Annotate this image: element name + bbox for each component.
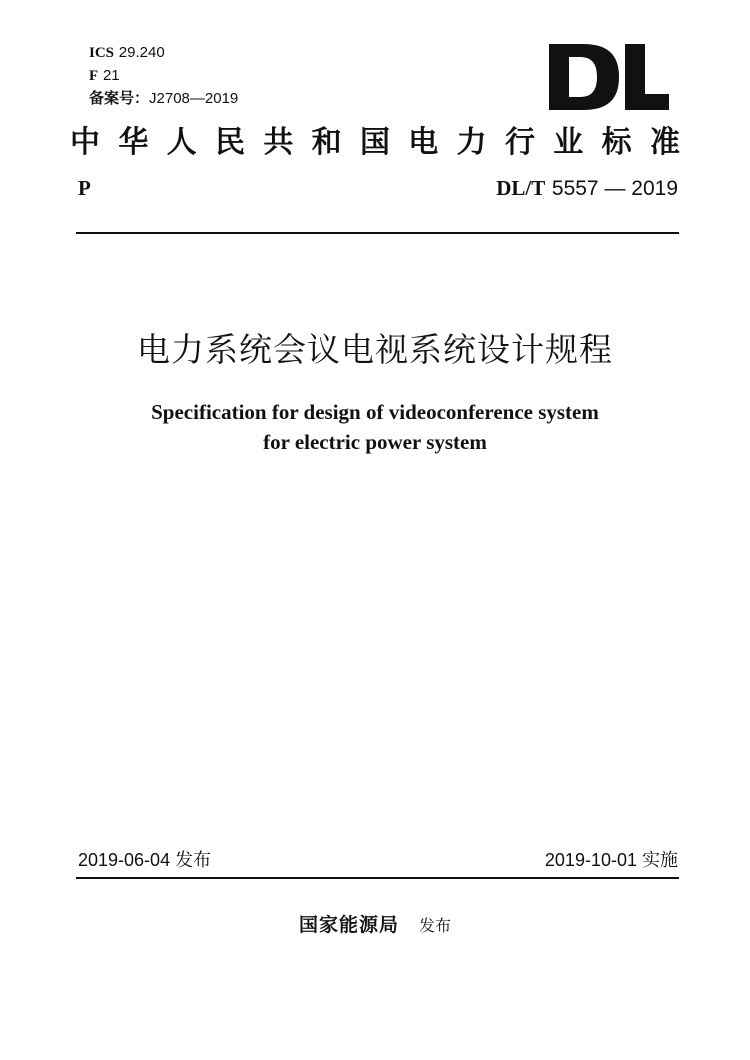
implementation-date bbox=[545, 848, 678, 873]
national-standard-char: 民 bbox=[214, 125, 245, 160]
national-standard-char: 行 bbox=[504, 125, 535, 160]
national-standard-char: 华 bbox=[118, 125, 149, 160]
implementation-date-label: 实施 bbox=[642, 850, 678, 871]
filing-label: 备案号： bbox=[89, 89, 150, 107]
national-standard-char: 准 bbox=[649, 125, 680, 160]
top-divider bbox=[76, 232, 679, 234]
national-standard-char: 标 bbox=[601, 125, 632, 160]
issue-date bbox=[78, 848, 211, 873]
national-standard-char: 力 bbox=[456, 125, 487, 160]
standard-number-value: 5557 — 2019 bbox=[551, 177, 678, 200]
logo-letter-d bbox=[549, 44, 619, 110]
issuer-organization: 国家能源局 bbox=[298, 914, 399, 936]
bottom-divider bbox=[76, 877, 679, 879]
ics-code bbox=[89, 43, 165, 62]
national-standard-char: 国 bbox=[359, 125, 390, 160]
title-chinese: 电力系统会议电视系统设计规程 bbox=[137, 330, 613, 369]
title-english bbox=[0, 397, 750, 457]
national-standard-heading bbox=[70, 123, 680, 163]
title-english-line-2: for electric power system bbox=[263, 430, 487, 454]
issuer-action: 发布 bbox=[419, 916, 452, 935]
ics-label: ICS bbox=[89, 45, 115, 61]
filing-value: J2708—2019 bbox=[149, 90, 239, 107]
category-letter: P bbox=[78, 176, 91, 200]
classification-code bbox=[89, 66, 120, 85]
national-standard-char: 和 bbox=[311, 125, 342, 160]
f-value: 21 bbox=[102, 67, 120, 84]
title-english-line-1: Specification for design of videoconference system bbox=[151, 400, 599, 424]
national-standard-char: 业 bbox=[553, 125, 584, 160]
dl-logo bbox=[549, 44, 669, 110]
national-standard-char: 共 bbox=[263, 125, 294, 160]
national-standard-char: 电 bbox=[408, 125, 439, 160]
filing-number bbox=[89, 89, 238, 108]
issue-date-value: 2019-06-04 bbox=[78, 850, 171, 870]
standard-code: DL/T bbox=[496, 176, 546, 200]
national-standard-char: 中 bbox=[70, 125, 100, 160]
standard-number bbox=[496, 175, 678, 202]
national-standard-char: 人 bbox=[166, 125, 197, 160]
issue-date-label: 发布 bbox=[175, 850, 212, 871]
ics-value: 29.240 bbox=[118, 44, 165, 61]
implementation-date-value: 2019-10-01 bbox=[544, 850, 637, 870]
logo-letter-l bbox=[625, 44, 669, 110]
issuing-authority bbox=[0, 911, 750, 940]
f-label: F bbox=[89, 68, 99, 84]
